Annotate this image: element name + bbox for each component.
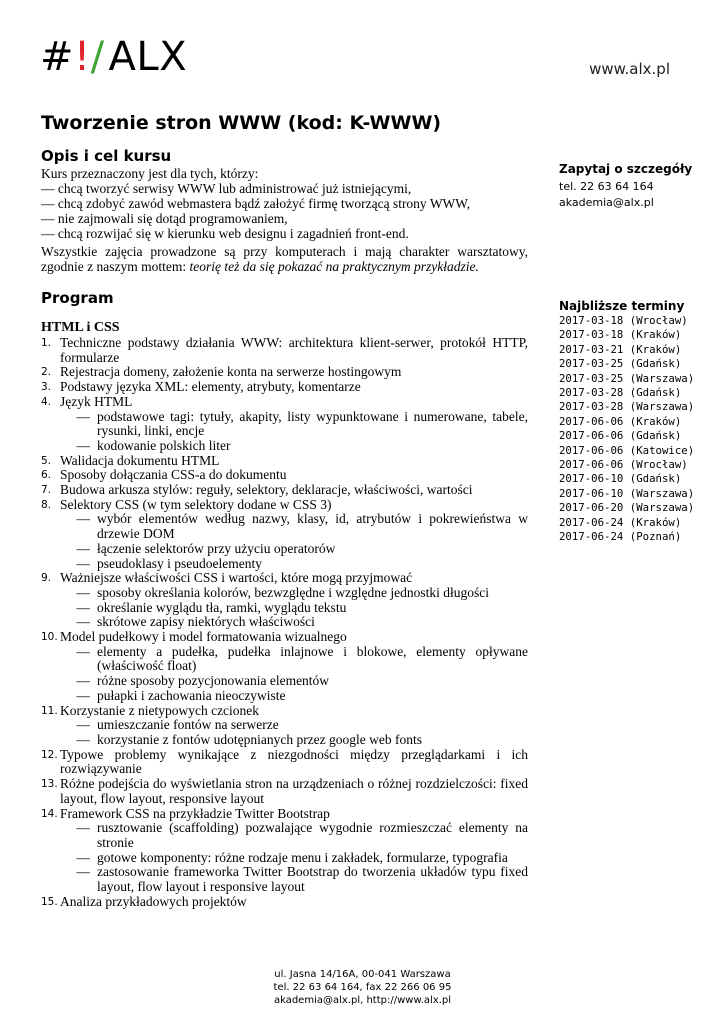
dash-bullet: — [76, 599, 90, 615]
program-subitem-text: elementy a pudełka, pudełka inlajnowe i blokowe, elementy opływane (właściwość float) [97, 643, 528, 674]
footer-phones: tel. 22 63 64 164, fax 22 266 06 95 [273, 982, 452, 993]
program-heading: Program [41, 289, 114, 307]
program-item [41, 895, 528, 910]
program-item [41, 395, 528, 454]
schedule-date: 2017-06-06 (Katowice) [559, 443, 695, 457]
program-subitem [60, 645, 528, 674]
program-item-text: Analiza przykładowych projektów [60, 893, 247, 909]
schedule-date: 2017-06-10 (Warszawa) [559, 486, 695, 500]
program-subitem [60, 674, 528, 689]
program-item-number: 6. [41, 469, 52, 482]
page-title: Tworzenie stron WWW (kod: K-WWW) [41, 112, 442, 134]
program-subitem-text: kodowanie polskich liter [97, 437, 231, 453]
program-subitem [60, 865, 528, 894]
program-item-text: Ważniejsze właściwości CSS i wartości, które mogą przyjmować [60, 570, 413, 586]
description-intro: Kurs przeznaczony jest dla tych, którzy: [41, 166, 259, 181]
program-item-text: Framework CSS na przykładzie Twitter Bootstrap [60, 805, 330, 821]
program-item-number: 5. [41, 454, 52, 467]
program-subitem [60, 410, 528, 439]
audience-item: — nie zajmowali się dotąd programowaniem, [41, 211, 288, 226]
dash-bullet: — [76, 555, 90, 571]
program-item [41, 468, 528, 483]
website-url[interactable]: www.alx.pl [589, 60, 670, 78]
program-subitem-text: określanie wyglądu tła, ramki, wyglądu tekstu [97, 599, 347, 615]
program-subitems [60, 821, 528, 895]
contact-email[interactable]: akademia@alx.pl [559, 196, 654, 209]
program-subitem [60, 439, 528, 454]
dash-bullet: — [76, 864, 90, 880]
program-subitem [60, 718, 528, 733]
logo-name: ALX [108, 34, 188, 80]
program-item-number: 11. [41, 704, 58, 717]
footer [0, 968, 725, 1007]
dash-bullet: — [76, 408, 90, 424]
schedule-date: 2017-06-06 (Kraków) [559, 414, 682, 428]
program-item-number: 4. [41, 395, 52, 408]
schedule-list [559, 314, 709, 545]
schedule-date: 2017-03-28 (Warszawa) [559, 400, 695, 414]
schedule-heading: Najbliższe terminy [559, 299, 685, 313]
program-item [41, 807, 528, 895]
program-item [41, 365, 528, 380]
program-item [41, 483, 528, 498]
program-subitem-text: sposoby określania kolorów, bezwzględne i względne jednostki długości [97, 584, 490, 600]
schedule-date: 2017-03-21 (Kraków) [559, 342, 682, 356]
summary-text: Wszystkie zajęcia prowadzone są przy komputerach i mają charakter warsztatowy, zgodnie z naszym mottem: [41, 244, 528, 274]
dash-bullet: — [76, 673, 90, 689]
schedule-date: 2017-06-20 (Warszawa) [559, 501, 695, 515]
dash-bullet: — [76, 849, 90, 865]
program-item-text: Model pudełkowy i model formatowania wizualnego [60, 629, 347, 645]
program-subitem [60, 821, 528, 850]
schedule-date: 2017-06-06 (Gdańsk) [559, 429, 682, 443]
program-item-number: 9. [41, 572, 52, 585]
description-summary [41, 244, 528, 274]
schedule-box [559, 298, 709, 545]
program-item-number: 10. [41, 631, 58, 644]
dash-bullet: — [76, 643, 90, 659]
program-item-number: 14. [41, 807, 58, 820]
program-subitem-text: zastosowanie frameworka Twitter Bootstrap do tworzenia układów typu fixed layout, flow layout i responsive layout [97, 864, 528, 895]
program-item [41, 454, 528, 469]
program-item-number: 12. [41, 748, 58, 761]
program-item-text: Selektory CSS (w tym selektory dodane w CSS 3) [60, 496, 332, 512]
program-subitem-text: wybór elementów według nazwy, klasy, id, atrybutów i pokrewieństwa w drzewie DOM [97, 511, 528, 542]
program-subitem-text: podstawowe tagi: tytuły, akapity, listy wypunktowane i numerowane, tabele, rysunki, linki, encje [97, 408, 528, 439]
program-item-number: 3. [41, 381, 52, 394]
program-item [41, 704, 528, 748]
program-subitem [60, 557, 528, 572]
program-subitem [60, 512, 528, 541]
schedule-date: 2017-03-25 (Gdańsk) [559, 357, 682, 371]
program-item-text: Budowa arkusza stylów: reguły, selektory, deklaracje, właściwości, wartości [60, 482, 473, 498]
program-item [41, 748, 528, 777]
dash-bullet: — [76, 511, 90, 527]
program-subitem [60, 689, 528, 704]
footer-address: ul. Jasna 14/16A, 00-041 Warszawa [274, 969, 451, 980]
program-item-number: 8. [41, 498, 52, 511]
schedule-date: 2017-03-25 (Warszawa) [559, 371, 695, 385]
schedule-date: 2017-03-28 (Gdańsk) [559, 386, 682, 400]
contact-heading: Zapytaj o szczegóły [559, 162, 693, 176]
program-item-text: Sposoby dołączania CSS-a do dokumentu [60, 467, 287, 483]
program-item-number: 7. [41, 484, 52, 497]
program-subitem-text: skrótowe zapisy niektórych właściwości [97, 614, 315, 630]
dash-bullet: — [76, 717, 90, 733]
logo-slash: / [90, 34, 105, 80]
schedule-date: 2017-03-18 (Wrocław) [559, 314, 688, 327]
motto: teorię też da się pokazać na praktycznym przykładzie. [189, 259, 479, 274]
program-item-text: Podstawy języka XML: elementy, atrybuty, komentarze [60, 379, 361, 395]
program-subitem-text: umieszczanie fontów na serwerze [97, 717, 279, 733]
schedule-date: 2017-06-10 (Gdańsk) [559, 472, 682, 486]
program-item [41, 380, 528, 395]
program-item [41, 777, 528, 806]
program-item-text: Techniczne podstawy działania WWW: architektura klient-serwer, protokół HTTP, formularze [60, 335, 528, 365]
program-subitem [60, 615, 528, 630]
schedule-date: 2017-06-06 (Wrocław) [559, 458, 688, 472]
contact-box [559, 161, 709, 211]
description-heading: Opis i cel kursu [41, 147, 172, 165]
program-item-text: Typowe problemy wynikające z niezgodności między przeglądarkami i ich rozwiązywanie [60, 746, 528, 777]
schedule-date: 2017-03-18 (Kraków) [559, 328, 682, 342]
dash-bullet: — [76, 687, 90, 703]
program-subitems [60, 410, 528, 454]
dash-bullet: — [76, 540, 90, 556]
program-item [41, 571, 528, 630]
dash-bullet: — [76, 584, 90, 600]
program-subitem-text: pseudoklasy i pseudoelementy [97, 555, 262, 571]
program-subitem [60, 601, 528, 616]
program-item-text: Walidacja dokumentu HTML [60, 452, 220, 468]
program-item-number: 2. [41, 366, 52, 379]
program-item [41, 336, 528, 365]
program-subitem-text: korzystanie z fontów udotępnianych przez google web fonts [97, 731, 423, 747]
program-list [41, 336, 528, 909]
program-item [41, 630, 528, 704]
program-item-text: Różne podejścia do wyświetlania stron na urządzeniach o różnej rozdzielczości: fixed layout, flow layout, responsive layout [60, 776, 528, 806]
program-item-number: 15. [41, 895, 58, 908]
program-item-number: 13. [41, 778, 58, 791]
main-content [41, 146, 528, 909]
program-item-text: Rejestracja domeny, założenie konta na serwerze hostingowym [60, 364, 402, 380]
program-subitems [60, 586, 528, 630]
program-subitem [60, 586, 528, 601]
program-subheading: HTML i CSS [41, 320, 120, 335]
program-subitems [60, 645, 528, 704]
logo-hash: # [40, 34, 75, 80]
program-subitem-text: rusztowanie (scaffolding) pozwalające wygodnie rozmieszczać elementy na stronie [97, 820, 528, 850]
schedule-date: 2017-06-24 (Kraków) [559, 515, 682, 529]
program-subitem-text: łączenie selektorów przy użyciu operatorów [97, 540, 336, 556]
audience-item: — chcą tworzyć serwisy WWW lub administrować już istniejącymi, [41, 181, 412, 196]
dash-bullet: — [76, 614, 90, 630]
program-subitem [60, 542, 528, 557]
dash-bullet: — [76, 731, 90, 747]
dash-bullet: — [76, 437, 90, 453]
program-item-text: Korzystanie z nietypowych czcionek [60, 702, 260, 718]
schedule-date: 2017-06-24 (Poznań) [559, 530, 682, 544]
audience-list [41, 181, 528, 241]
logo-bang: ! [74, 34, 91, 80]
program-item [41, 498, 528, 572]
audience-item: — chcą zdobyć zawód webmastera bądź założyć firmę tworzącą strony WWW, [41, 196, 471, 211]
program-subitem-text: różne sposoby pozycjonowania elementów [97, 673, 330, 689]
program-subitems [60, 718, 528, 747]
alx-logo [40, 34, 188, 80]
program-subitem-text: gotowe komponenty: różne rodzaje menu i zakładek, formularze, typografia [97, 849, 508, 865]
program-subitem [60, 851, 528, 866]
program-item-number: 1. [41, 337, 52, 349]
program-subitems [60, 512, 528, 571]
contact-phone: tel. 22 63 64 164 [559, 180, 654, 193]
program-subitem [60, 733, 528, 748]
footer-contacts: akademia@alx.pl, http://www.alx.pl [273, 995, 452, 1006]
program-subitem-text: pułapki i zachowania nieoczywiste [97, 687, 286, 703]
dash-bullet: — [76, 820, 90, 836]
program-item-text: Język HTML [60, 393, 133, 409]
audience-item: — chcą rozwijać się w kierunku web designu i zagadnień front-end. [41, 226, 409, 241]
